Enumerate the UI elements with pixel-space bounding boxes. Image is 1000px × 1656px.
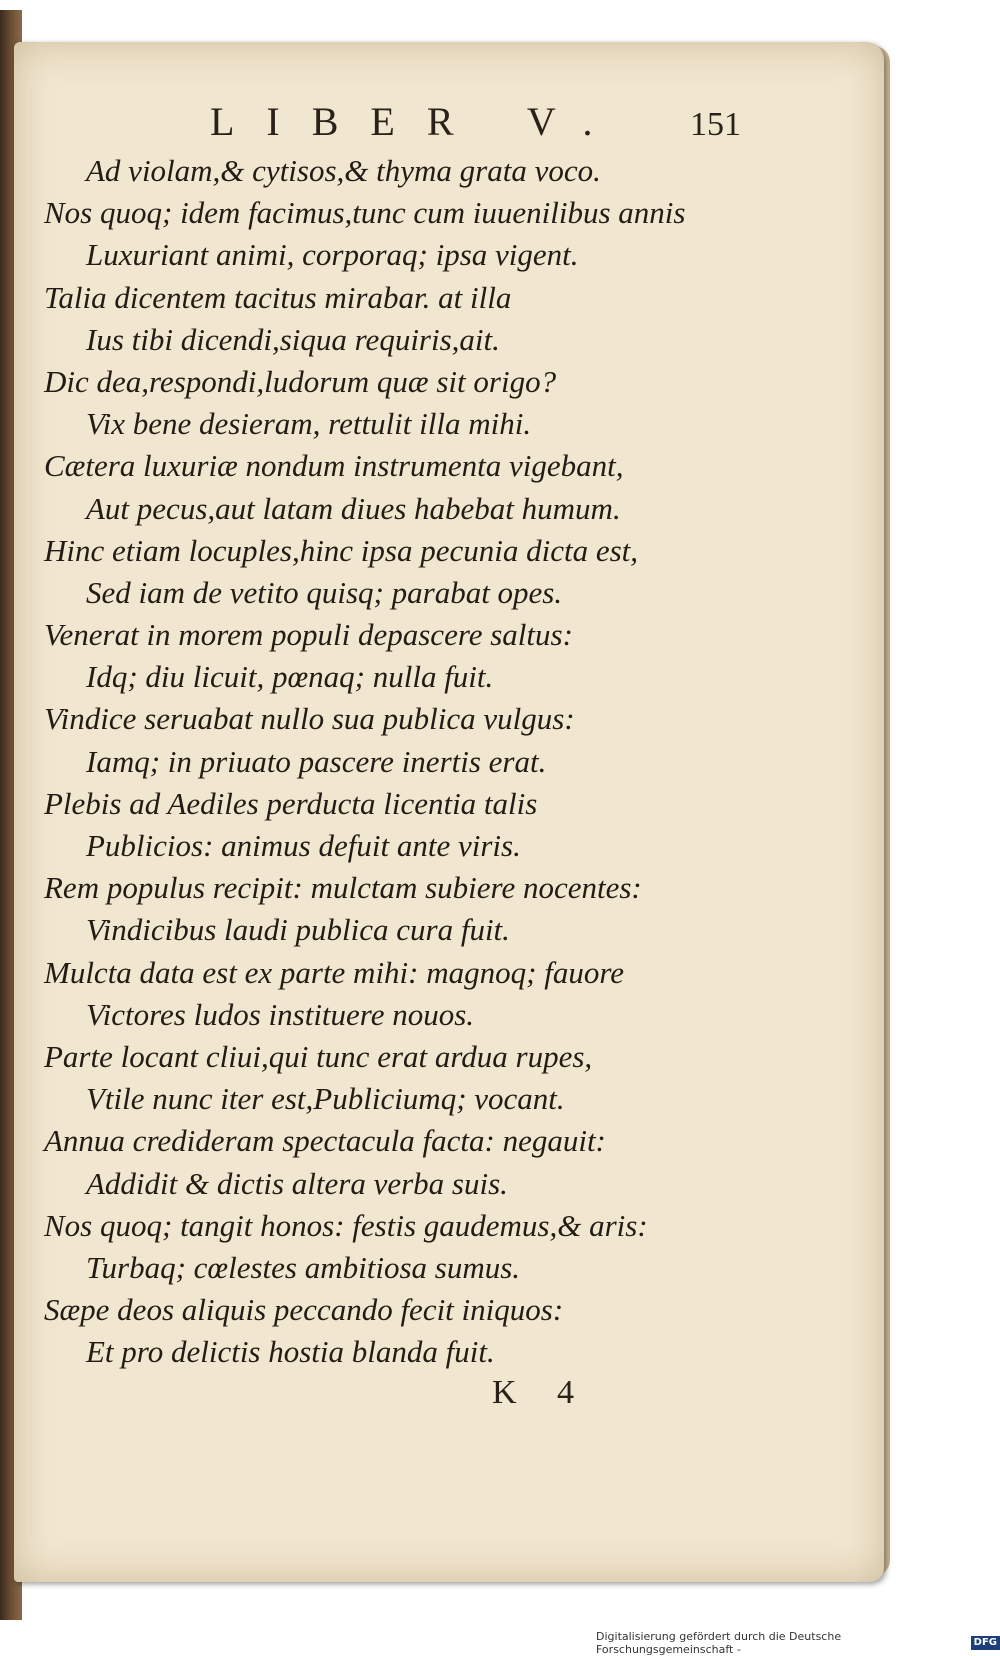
verse-line: Vix bene desieram, rettulit illa mihi. (86, 406, 532, 442)
verse-line: Idq; diu licuit, pœnaq; nulla fuit. (86, 659, 494, 695)
verse-line: Nos quoq; idem facimus,tunc cum iuuenilibus annis (44, 195, 686, 231)
verse-line: Victores ludos instituere nouos. (86, 996, 475, 1032)
verse-line: Dic dea,respondi,ludorum quæ sit origo? (44, 363, 557, 399)
signature-mark: K 4 (492, 1374, 591, 1411)
verse-line: Publicios: animus defuit ante viris. (86, 828, 521, 863)
verse-line: Et pro delictis hostia blanda fuit. (86, 1334, 495, 1370)
verse-line: Ad violam,& cytisos,& thyma grata voco. (86, 153, 601, 188)
verse-line: Vindicibus laudi publica cura fuit. (86, 912, 510, 948)
verse-line: Turbaq; cœlestes ambitiosa sumus. (86, 1249, 521, 1285)
verse-line: Venerat in morem populi depascere saltus: (44, 617, 573, 653)
verse-line: Luxuriant animi, corporaq; ipsa vigent. (86, 237, 579, 273)
verse-line: Vindice seruabat nullo sua publica vulgus: (44, 701, 575, 737)
verse-line: Iamq; in priuato pascere inertis erat. (86, 743, 547, 779)
verse-line: Plebis ad Aediles perducta licentia talis (44, 785, 538, 821)
running-head: LIBER V. (210, 99, 625, 144)
verse-line: Talia dicentem tacitus mirabar. at illa (44, 279, 512, 315)
verse-line: Vtile nunc iter est,Publiciumq; vocant. (86, 1081, 565, 1117)
digitization-footer (596, 1630, 1000, 1656)
page-number: 151 (690, 106, 741, 143)
dfg-logo-icon: DFG (971, 1636, 1000, 1650)
verse-line: Sæpe deos aliquis peccando fecit iniquos: (44, 1292, 564, 1328)
verse-line: Aut pecus,aut latam diues habebat humum. (86, 490, 621, 526)
verse-line: Mulcta data est ex parte mihi: magnoq; fauore (44, 954, 624, 990)
verse-line: Ius tibi dicendi,siqua requiris,ait. (86, 321, 500, 357)
verse-list (44, 150, 834, 1373)
verse-line: Hinc etiam locuples,hinc ipsa pecunia dicta est, (44, 532, 639, 568)
verse-line: Sed iam de vetito quisq; parabat opes. (86, 574, 563, 610)
verse-line: Annua credideram spectacula facta: negauit: (44, 1123, 606, 1159)
verse-line: Parte locant cliui,qui tunc erat ardua rupes, (44, 1038, 593, 1074)
verse-line: Nos quoq; tangit honos: festis gaudemus,& aris: (44, 1207, 648, 1243)
verse-line: Addidit & dictis altera verba suis. (86, 1165, 508, 1201)
footer-text: Digitalisierung gefördert durch die Deutsche Forschungsgemeinschaft - (596, 1630, 842, 1656)
verse-line: Cætera luxuriæ nondum instrumenta vigebant, (44, 448, 624, 484)
verse-line: Rem populus recipit: mulctam subiere nocentes: (44, 870, 642, 906)
